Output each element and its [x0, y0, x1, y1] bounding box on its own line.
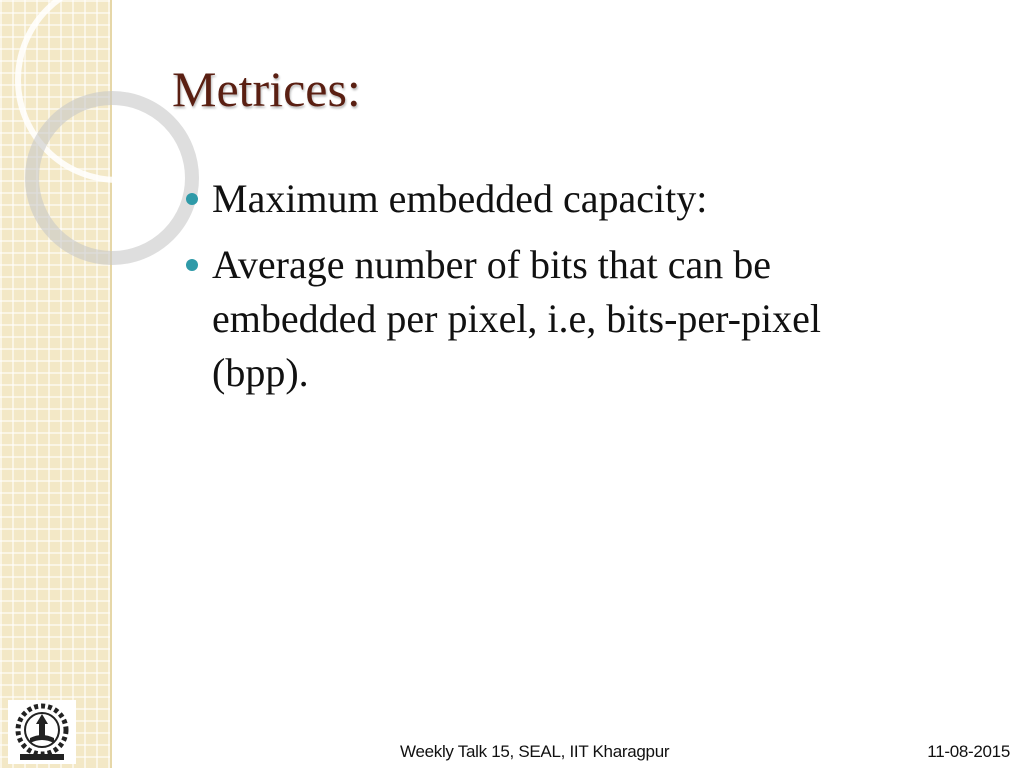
slide-title: Metrices: — [172, 61, 361, 117]
footer-text: Weekly Talk 15, SEAL, IIT Kharagpur — [400, 742, 670, 761]
decorative-rings — [0, 0, 180, 260]
institute-logo — [8, 700, 76, 764]
bullet-list — [184, 172, 924, 412]
iit-kharagpur-logo-icon — [8, 700, 76, 764]
bullet-item — [184, 238, 924, 400]
bullet-dot-icon — [186, 259, 198, 271]
footer-date: 11-08-2015 — [927, 742, 1010, 761]
bullet-dot-icon — [186, 193, 198, 205]
bullet-text: Maximum embedded capacity: — [212, 176, 708, 221]
bullet-text: Average number of bits that can be embedded per pixel, i.e, bits-per-pixel (bpp). — [212, 242, 821, 395]
bullet-item — [184, 172, 924, 226]
